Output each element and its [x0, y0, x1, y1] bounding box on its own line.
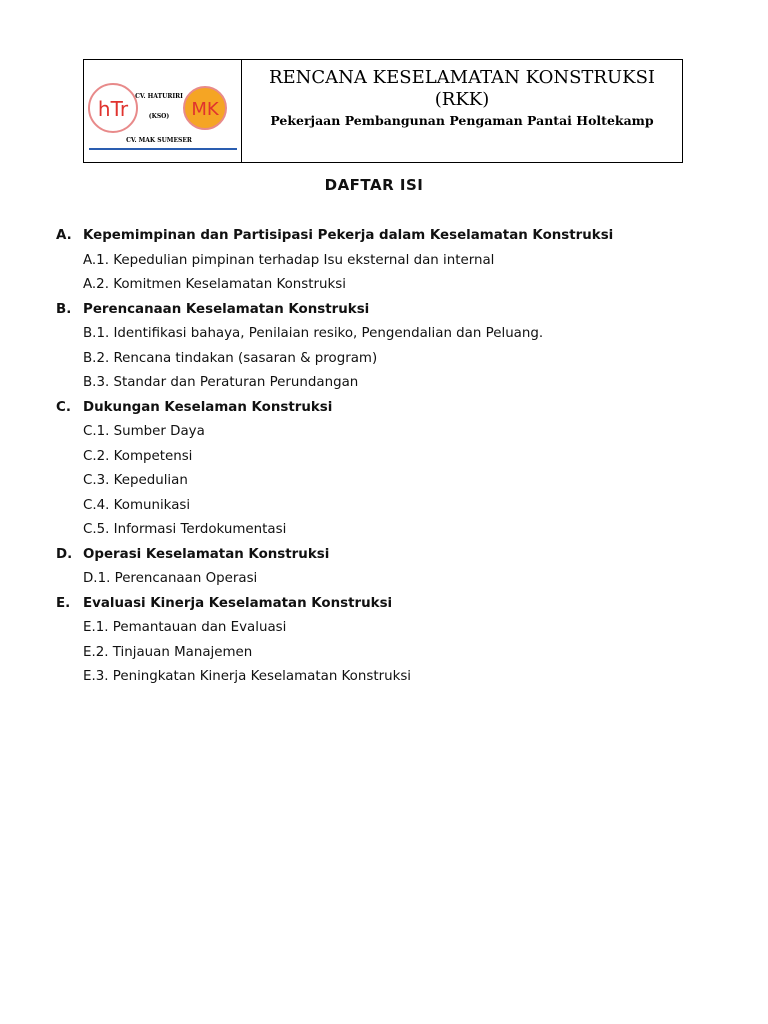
company-logo [84, 60, 242, 162]
table-of-contents [56, 226, 736, 692]
toc-item: E.3. Peningkatan Kinerja Keselamatan Konstruksi [83, 669, 412, 684]
toc-section-title: Kepemimpinan dan Partisipasi Pekerja dalam Keselamatan Konstruksi [83, 228, 614, 243]
toc-item: C.5. Informasi Terdokumentasi [83, 522, 287, 537]
toc-item: B.3. Standar dan Peraturan Perundangan [83, 375, 359, 390]
toc-section [56, 300, 736, 325]
toc-item: C.3. Kepedulian [83, 473, 188, 488]
toc-item: B.2. Rencana tindakan (sasaran & program) [83, 350, 378, 366]
toc-item: C.4. Komunikasi [83, 497, 191, 513]
toc-item: E.2. Tinjauan Manajemen [83, 644, 253, 660]
logo-company-line1: CV. HATURIRI [135, 93, 183, 100]
toc-item: A.1. Kepedulian pimpinan terhadap Isu eksternal dan internal [83, 252, 495, 268]
toc-section-title: Evaluasi Kinerja Keselamatan Konstruksi [83, 595, 393, 611]
toc-section [56, 594, 736, 619]
toc-section-title: Perencanaan Keselamatan Konstruksi [83, 301, 370, 317]
toc-section [56, 398, 736, 423]
toc-item: C.1. Sumber Daya [83, 424, 205, 439]
toc-item: D.1. Perencanaan Operasi [83, 571, 258, 586]
logo-company-line2: (KSO) [148, 113, 170, 120]
logo-graphic [84, 60, 242, 162]
toc-section-letter: E. [56, 595, 71, 611]
logo-htr-text: hTr [97, 97, 129, 121]
logo-company-line3: CV. MAK SUMESER [126, 137, 192, 144]
title-block [242, 60, 682, 162]
toc-section-letter: D. [56, 546, 73, 562]
toc-section [56, 545, 736, 570]
logo-mk-text: MK [191, 99, 219, 120]
toc-section-letter: B. [56, 301, 72, 317]
toc-section-letter: C. [56, 399, 71, 415]
document-header [83, 59, 683, 163]
toc-section-title: Operasi Keselamatan Konstruksi [83, 546, 330, 562]
toc-item: C.2. Kompetensi [83, 448, 193, 464]
document-title: RENCANA KESELAMATAN KONSTRUKSI (RKK) [268, 67, 656, 110]
toc-section-letter: A. [56, 228, 72, 243]
document-subtitle: Pekerjaan Pembangunan Pengaman Pantai Holtekamp [270, 113, 654, 128]
toc-item: B.1. Identifikasi bahaya, Penilaian resiko, Pengendalian dan Peluang. [83, 326, 544, 341]
toc-section-title: Dukungan Keselaman Konstruksi [83, 399, 333, 415]
logo-underline [89, 148, 237, 150]
toc-item: A.2. Komitmen Keselamatan Konstruksi [83, 277, 346, 292]
toc-section [56, 226, 736, 251]
toc-item: E.1. Pemantauan dan Evaluasi [83, 620, 287, 635]
toc-heading: DAFTAR ISI [324, 176, 424, 194]
